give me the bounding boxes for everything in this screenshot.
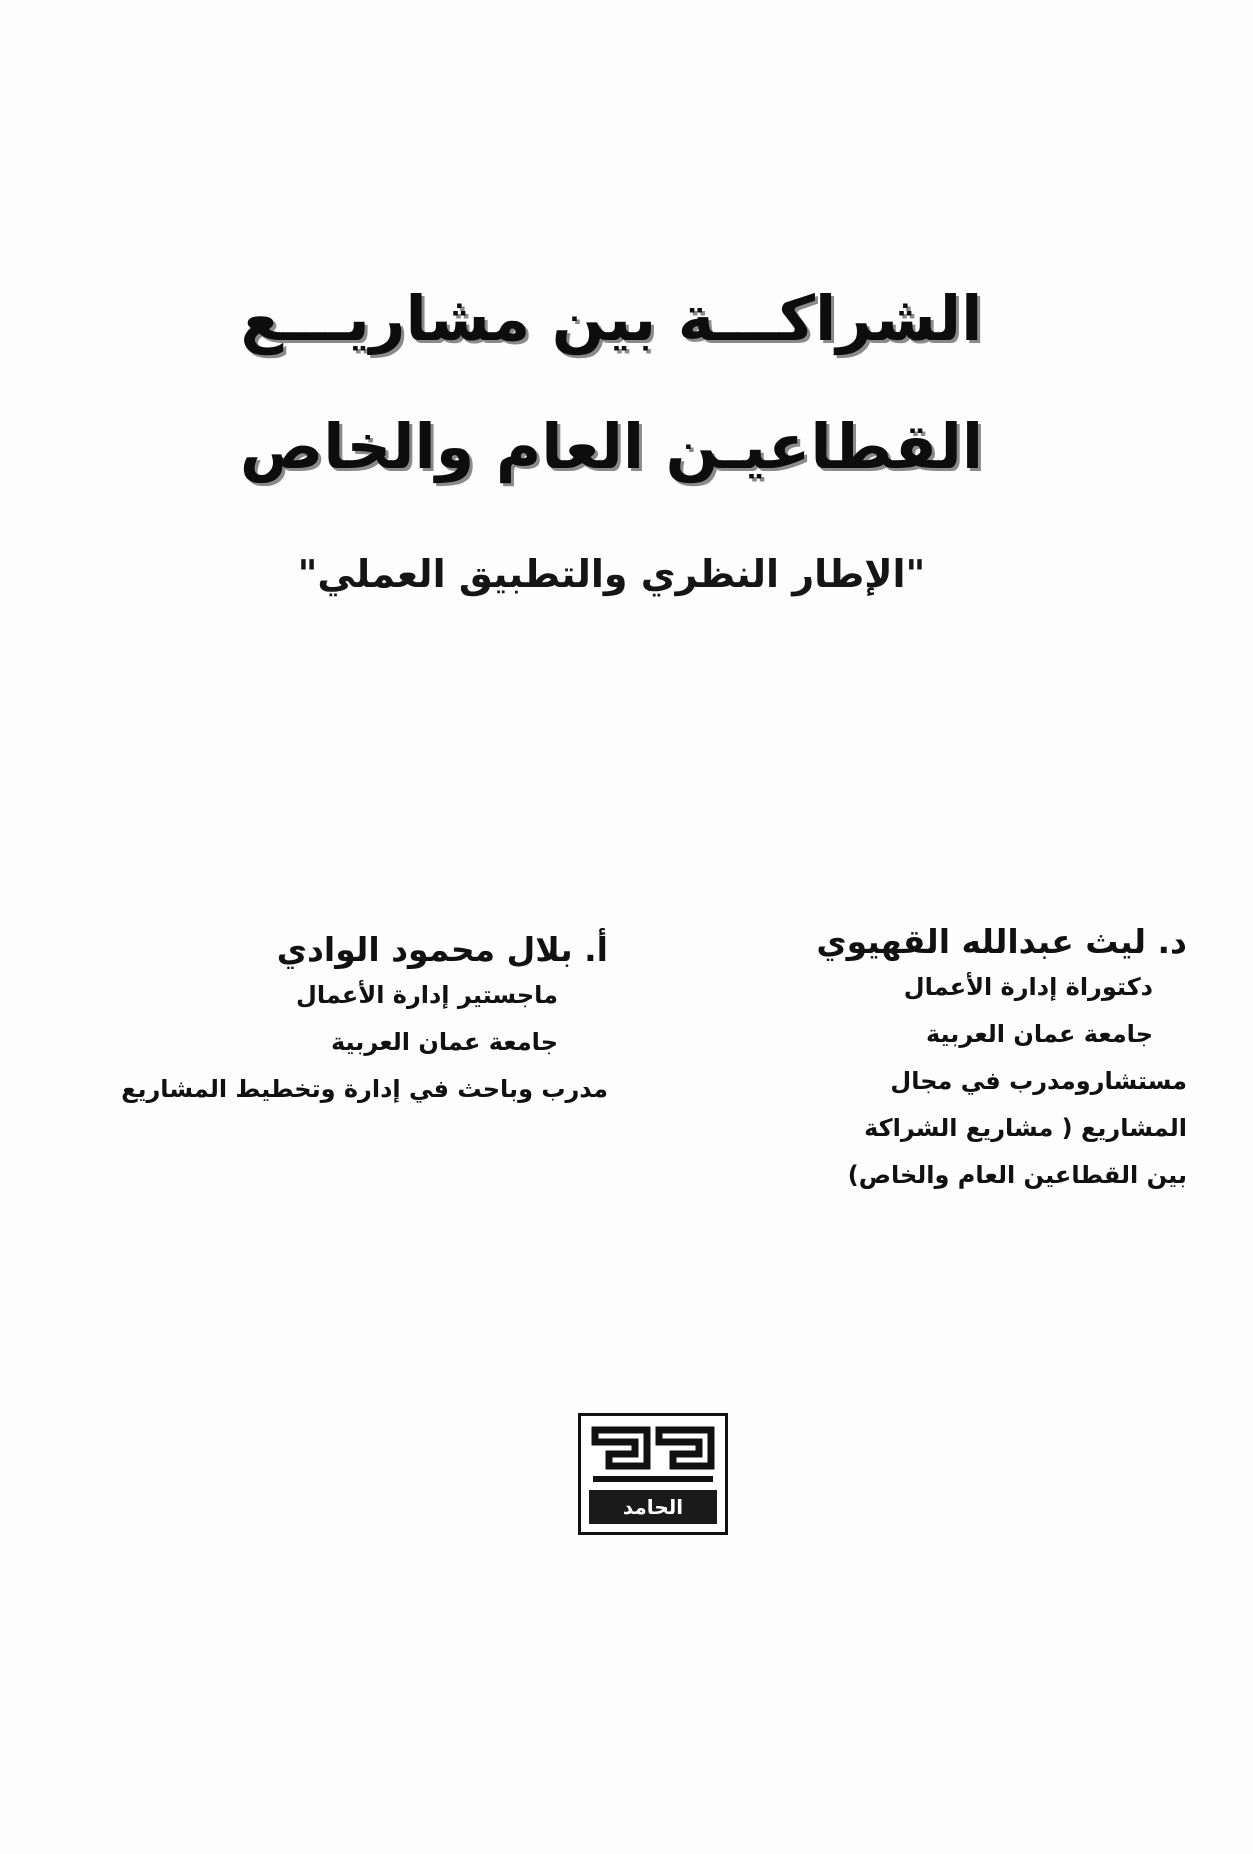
author-primary-role-cont: المشاريع ( مشاريع الشراكة <box>864 1114 1187 1142</box>
author-primary-role-end: بين القطاعين العام والخاص) <box>847 1161 1187 1189</box>
book-subtitle: "الإطار النظري والتطبيق العملي" <box>297 552 926 596</box>
author-primary <box>687 920 1187 1199</box>
author-secondary-name: أ. بلال محمود الوادي <box>276 930 608 969</box>
author-primary-name: د. ليث عبدالله القهيوي <box>816 922 1187 961</box>
publisher-logo-text: الحامد <box>589 1490 717 1524</box>
author-secondary-university: جامعة عمان العربية <box>330 1028 558 1056</box>
author-secondary-role: مدرب وباحث في إدارة وتخطيط المشاريع <box>121 1075 608 1103</box>
book-title-line-1: الشراكـــة بين مشاريـــع <box>240 282 983 355</box>
book-title-line-2: القطاعيـن العام والخاص <box>239 410 984 483</box>
author-primary-university: جامعة عمان العربية <box>925 1020 1153 1048</box>
author-primary-degree: دكتوراة إدارة الأعمال <box>903 973 1153 1001</box>
publisher-logo <box>578 1413 728 1535</box>
author-secondary-degree: ماجستير إدارة الأعمال <box>296 981 558 1009</box>
publisher-logo-icon <box>589 1426 717 1486</box>
author-secondary <box>48 928 608 1113</box>
author-primary-role: مستشارومدرب في مجال <box>890 1067 1187 1095</box>
